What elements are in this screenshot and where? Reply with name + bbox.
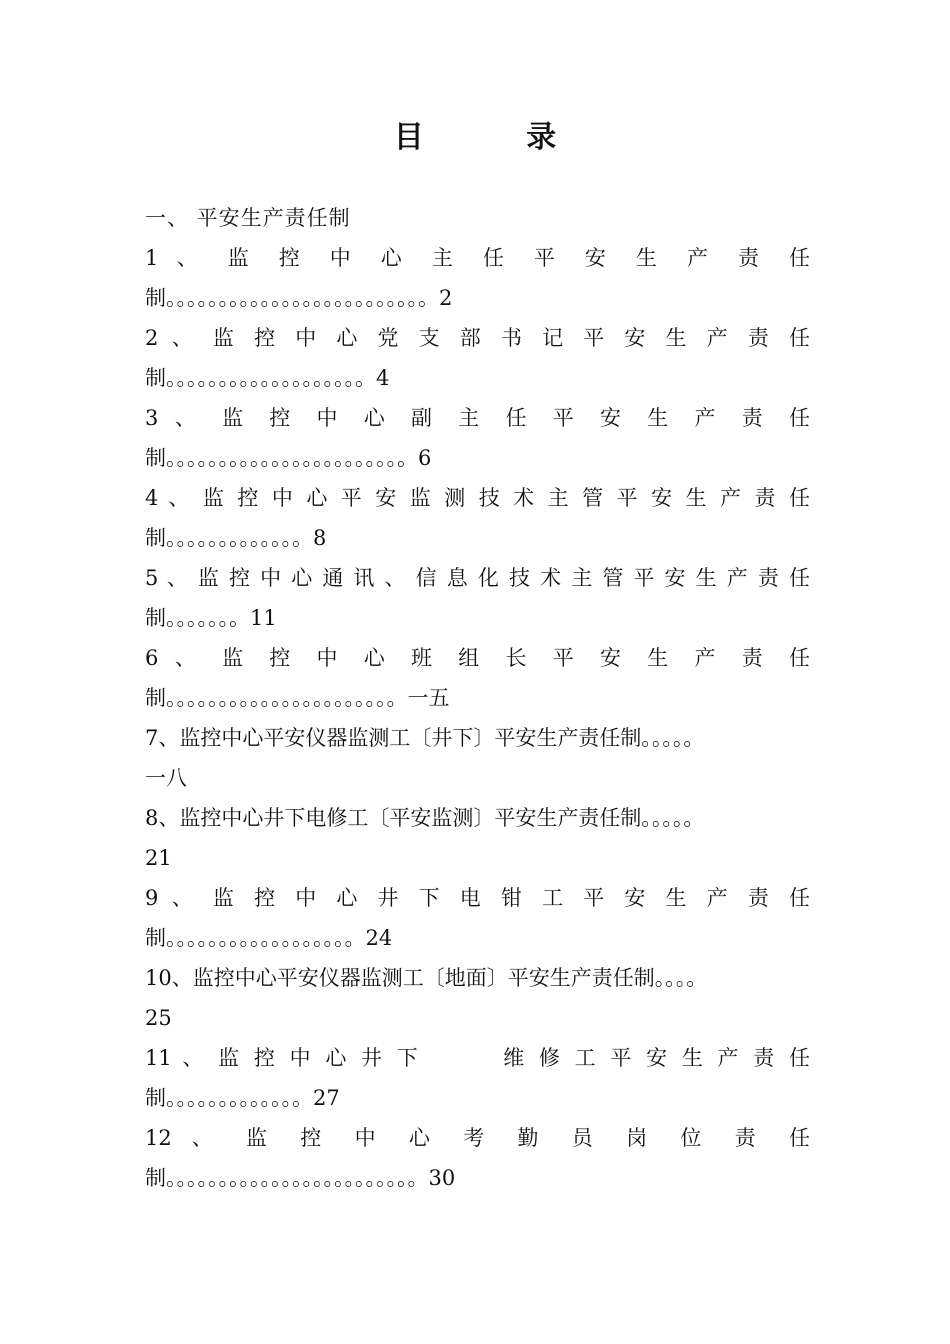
toc-entry-12-title[interactable]: 12 、 监 控 中 心 考 勤 员 岗 位 责 任: [145, 1126, 810, 1150]
toc-entry-1-title[interactable]: 1 、 监 控 中 心 主 任 平 安 生 产 责 任: [145, 246, 810, 270]
toc-entry-4-page[interactable]: 制。。。。。。。。。。。。。8: [145, 526, 327, 550]
toc-entry-9-title[interactable]: 9 、 监 控 中 心 井 下 电 钳 工 平 安 生 产 责 任: [145, 886, 810, 910]
toc-entry-11-page[interactable]: 制。。。。。。。。。。。。。27: [145, 1086, 340, 1110]
table-of-contents: [145, 198, 810, 1198]
toc-entry-1-page[interactable]: 制。。。。。。。。。。。。。。。。。。。。。。。。。2: [145, 286, 453, 310]
toc-entry-7-page[interactable]: 一八: [145, 766, 187, 790]
toc-section-heading: 一、 平安生产责任制: [145, 206, 351, 230]
toc-entry-6-title[interactable]: 6 、 监 控 中 心 班 组 长 平 安 生 产 责 任: [145, 646, 810, 670]
page-title: 目 录: [393, 120, 603, 155]
toc-entry-11-title[interactable]: [145, 1038, 810, 1078]
toc-entry-11-title-part-a: 11 、 监 控 中 心 井 下: [145, 1046, 422, 1070]
toc-entry-12-page[interactable]: 制。。。。。。。。。。。。。。。。。。。。。。。。30: [145, 1166, 456, 1190]
toc-entry-7-title[interactable]: 7、监控中心平安仪器监测工〔井下〕平安生产责任制。。。。。: [145, 726, 705, 750]
toc-entry-5-page[interactable]: 制。。。。。。。11: [145, 606, 277, 630]
toc-entry-2-page[interactable]: 制。。。。。。。。。。。。。。。。。。。4: [145, 366, 390, 390]
toc-entry-3-title[interactable]: 3 、 监 控 中 心 副 主 任 平 安 生 产 责 任: [145, 406, 810, 430]
toc-entry-6-page[interactable]: 制。。。。。。。。。。。。。。。。。。。。。。一五: [145, 686, 450, 710]
toc-entry-2-title[interactable]: 2 、 监 控 中 心 党 支 部 书 记 平 安 生 产 责 任: [145, 326, 810, 350]
toc-entry-10-title[interactable]: 10、监控中心平安仪器监测工〔地面〕平安生产责任制。。。。: [145, 966, 708, 990]
toc-entry-11-title-part-b: 维 修 工 平 安 生 产 责 任: [503, 1046, 810, 1070]
toc-entry-4-title[interactable]: 4 、 监 控 中 心 平 安 监 测 技 术 主 管 平 安 生 产 责 任: [145, 486, 810, 510]
toc-entry-3-page[interactable]: 制。。。。。。。。。。。。。。。。。。。。。。。6: [145, 446, 432, 470]
toc-entry-9-page[interactable]: 制。。。。。。。。。。。。。。。。。。24: [145, 926, 393, 950]
toc-entry-5-title[interactable]: 5 、 监 控 中 心 通 讯 、 信 息 化 技 术 主 管 平 安 生 产 责 任: [145, 566, 810, 590]
toc-entry-10-page[interactable]: 25: [145, 1006, 172, 1030]
toc-entry-8-title[interactable]: 8、监控中心井下电修工〔平安监测〕平安生产责任制。。。。。: [145, 806, 705, 830]
toc-entry-8-page[interactable]: 21: [145, 846, 172, 870]
